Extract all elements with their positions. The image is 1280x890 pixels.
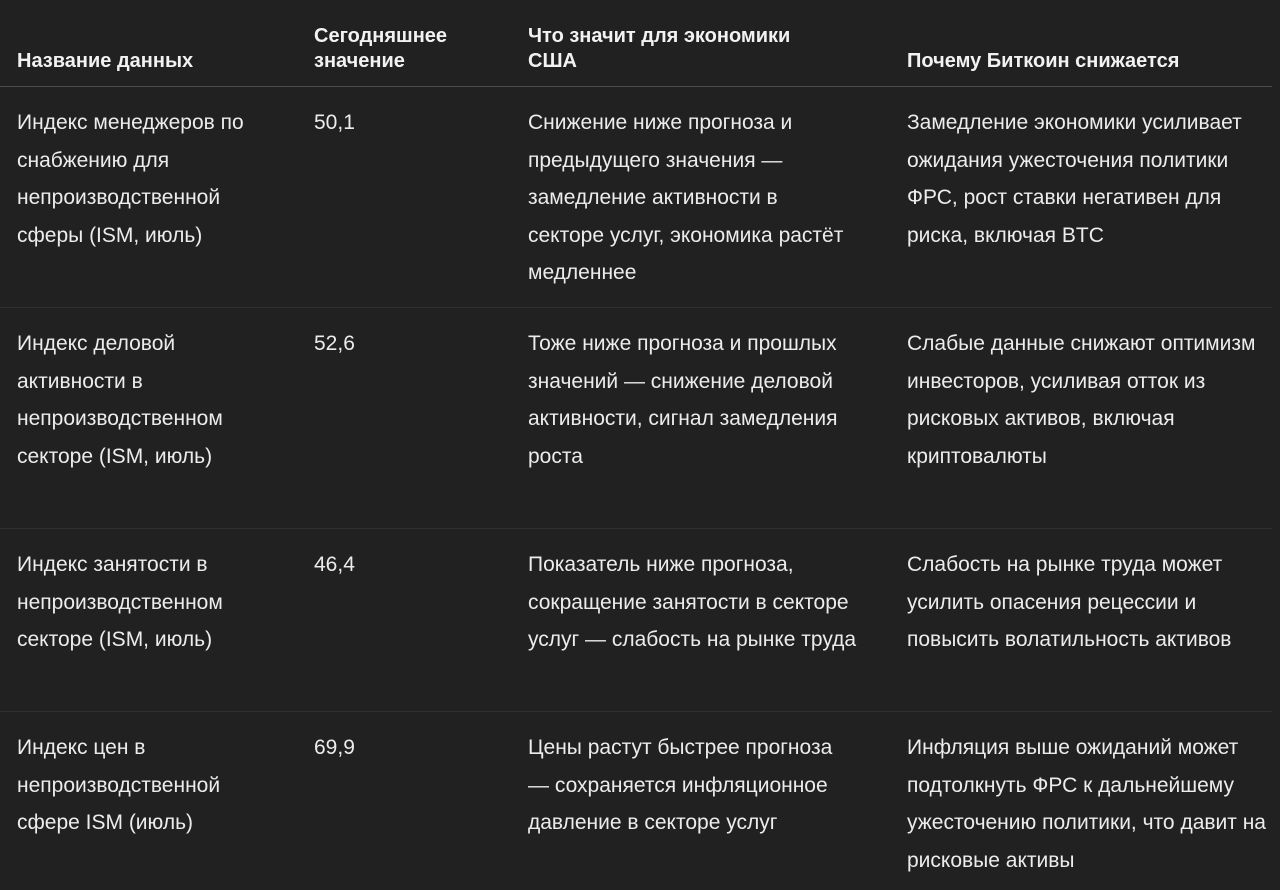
table-row: [0, 529, 1272, 712]
cell-value: 46,4: [314, 553, 355, 576]
table-row: [0, 87, 1272, 308]
cell-reason: Слабые данные снижают оптимизм инвесторов, усиливая отток из рисковых активов, включая криптовалюты: [907, 332, 1256, 468]
cell-value: 52,6: [314, 332, 355, 355]
cell-meaning: Цены растут быстрее прогноза — сохраняется инфляционное давление в секторе услуг: [528, 736, 833, 834]
cell-reason: Инфляция выше ожиданий может подтолкнуть ФРС к дальнейшему ужесточению политики, что давит на рисковые активы: [907, 736, 1266, 872]
table-row: [0, 712, 1272, 890]
cell-reason: Слабость на рынке труда может усилить опасения рецессии и повысить волатильность активов: [907, 553, 1232, 651]
header-meaning: Что значит для экономики США: [528, 25, 791, 72]
table-row: [0, 308, 1272, 529]
cell-name: Индекс менеджеров по снабжению для непроизводственной сферы (ISM, июль): [17, 111, 244, 247]
cell-name: Индекс занятости в непроизводственном секторе (ISM, июль): [17, 553, 223, 651]
cell-meaning: Показатель ниже прогноза, сокращение занятости в секторе услуг — слабость на рынке труда: [528, 553, 857, 651]
table-header-row: [0, 0, 1272, 87]
header-name: Название данных: [17, 50, 194, 72]
cell-value: 69,9: [314, 736, 355, 759]
cell-reason: Замедление экономики усиливает ожидания ужесточения политики ФРС, рост ставки негативен для риска, включая BTC: [907, 111, 1242, 247]
cell-meaning: Снижение ниже прогноза и предыдущего значения — замедление активности в секторе услуг, экономика растёт медленнее: [528, 111, 844, 284]
header-reason: Почему Биткоин снижается: [907, 50, 1180, 72]
cell-meaning: Тоже ниже прогноза и прошлых значений — снижение деловой активности, сигнал замедления роста: [528, 332, 838, 468]
cell-name: Индекс цен в непроизводственной сфере ISM (июль): [17, 736, 221, 834]
cell-name: Индекс деловой активности в непроизводственном секторе (ISM, июль): [17, 332, 223, 468]
header-value: Сегодняшнее значение: [314, 25, 448, 72]
cell-value: 50,1: [314, 111, 355, 134]
